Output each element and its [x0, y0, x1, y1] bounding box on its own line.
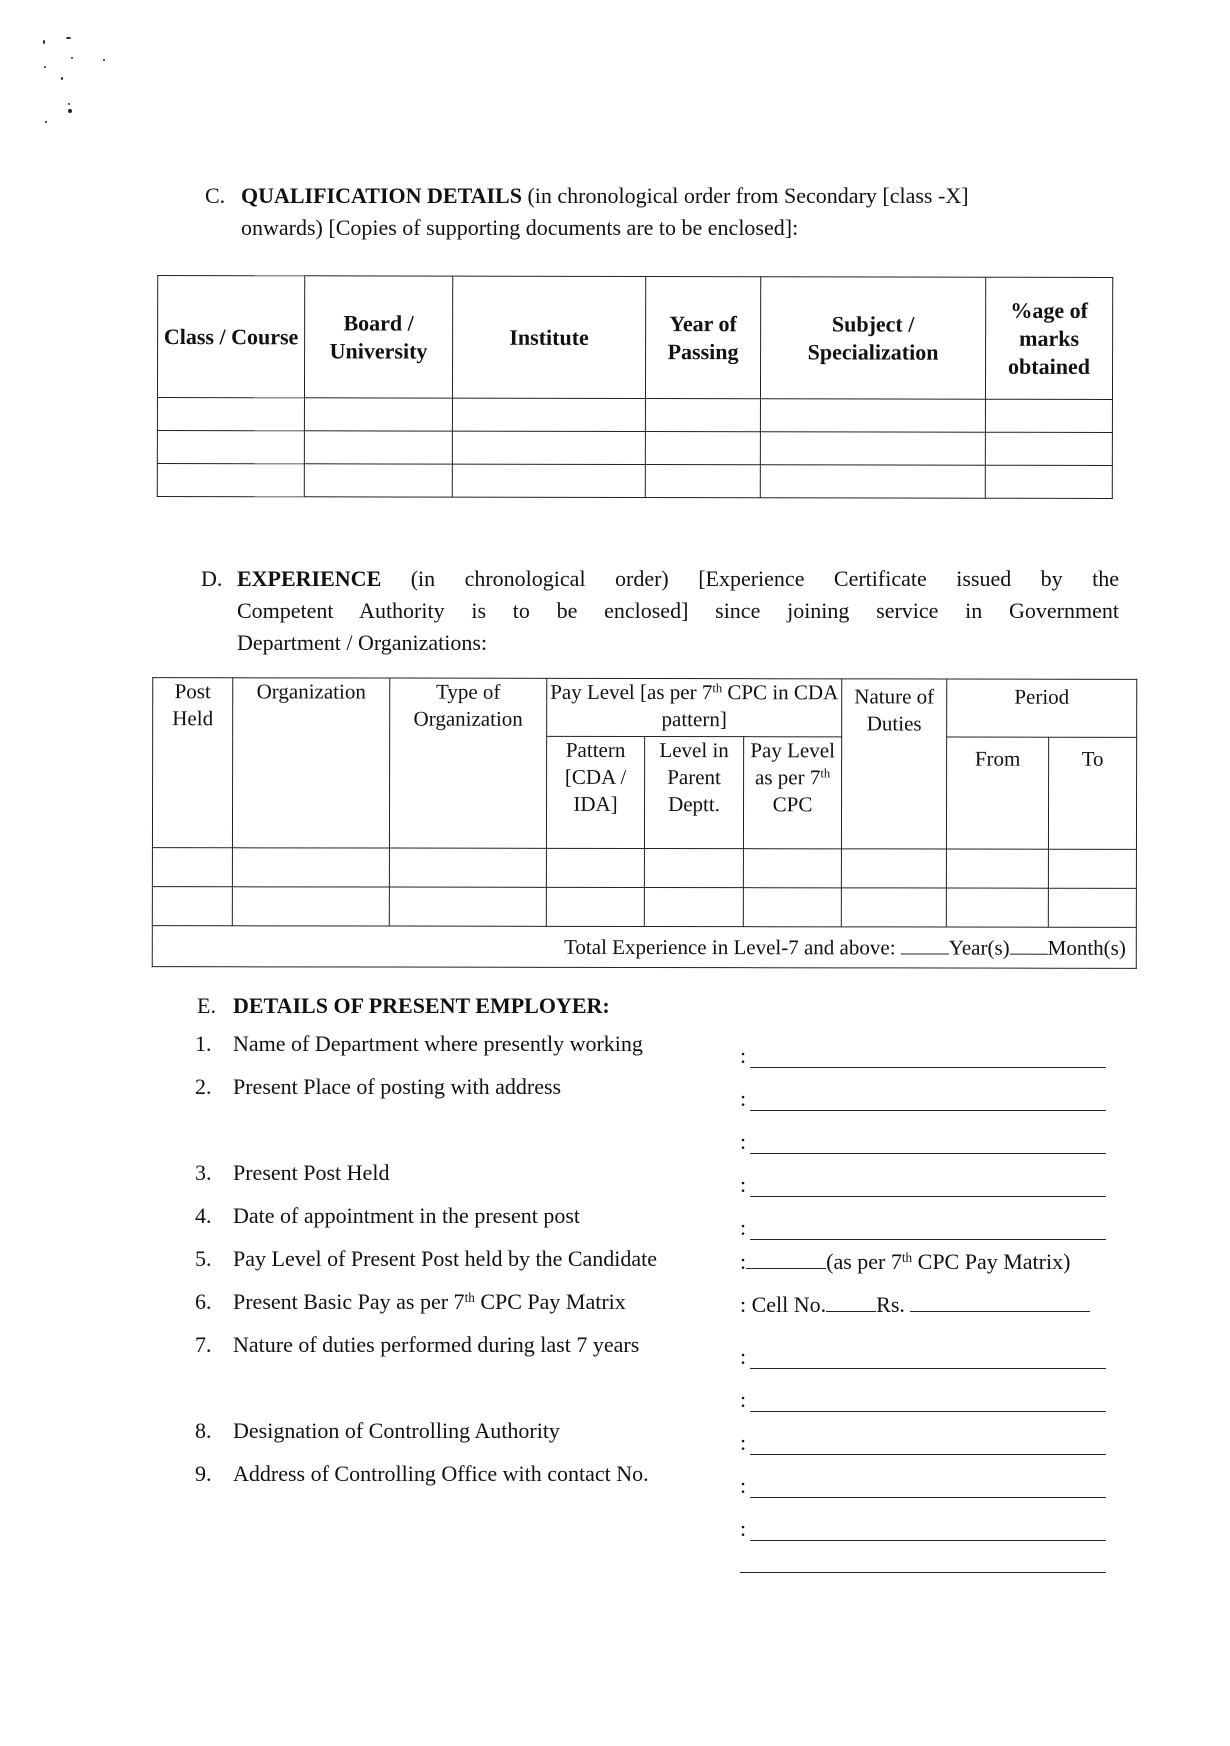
col-group-pay-level: [547, 678, 842, 737]
scan-speck: [103, 59, 105, 61]
total-experience-row: [152, 926, 1136, 969]
colon: :: [740, 1129, 747, 1154]
field-line: [750, 1411, 1106, 1412]
experience-table: [152, 677, 1138, 969]
colon: :: [740, 1387, 747, 1412]
cell-board-university[interactable]: [304, 464, 452, 497]
col-class-course: Class / Course: [157, 276, 304, 398]
item-label-b: CPC Pay Matrix: [474, 1289, 626, 1314]
qualification-header-row: [157, 276, 1112, 400]
item-number: 7.: [195, 1332, 212, 1357]
cell-to[interactable]: [1048, 849, 1136, 888]
cell-marks[interactable]: [985, 399, 1112, 432]
colon: :: [740, 1430, 747, 1455]
present-post-field[interactable]: [740, 1173, 1106, 1197]
scan-speck: [45, 121, 47, 123]
col-period-to: To: [1048, 737, 1136, 849]
cell-board-university[interactable]: [304, 398, 452, 431]
cell-pattern[interactable]: [546, 887, 644, 926]
field-line: [750, 1497, 1106, 1498]
field-line: [750, 1454, 1106, 1455]
pay-level-suffix-b: CPC Pay Matrix): [912, 1249, 1071, 1274]
department-name-field[interactable]: [740, 1044, 1106, 1068]
employer-item-8: [195, 1416, 560, 1446]
table-row: [157, 430, 1112, 465]
item-label: Pay Level of Present Post held by the Candidate: [233, 1246, 658, 1271]
employer-item-3: [195, 1158, 389, 1188]
item-number: 5.: [195, 1246, 212, 1271]
cell-organization[interactable]: [232, 887, 389, 926]
section-d-desc-1: (in chronological order) [Experience Certificate issued by the: [410, 566, 1119, 591]
rs-field[interactable]: [910, 1293, 1090, 1312]
cell-pay-level-7cpc[interactable]: [743, 849, 841, 888]
controlling-office-address-field-1[interactable]: [740, 1474, 1106, 1498]
item-label: Designation of Controlling Authority: [233, 1418, 560, 1443]
cell-subject[interactable]: [760, 432, 985, 465]
col-percentage-marks: %age of marks obtained: [985, 277, 1112, 399]
item-label: Name of Department where presently working: [233, 1031, 643, 1056]
col-nature-of-duties: Nature of Duties: [841, 679, 946, 849]
employer-item-9: [195, 1459, 649, 1489]
cell-nature-of-duties[interactable]: [841, 849, 946, 888]
table-row: [152, 848, 1136, 889]
item-label-sup: th: [464, 1289, 475, 1305]
section-d-heading: [201, 563, 1119, 595]
section-d-title: EXPERIENCE: [237, 566, 382, 591]
field-line: [750, 1196, 1106, 1197]
item-number: 4.: [195, 1203, 212, 1228]
col-level-parent-deptt: Level in Parent Deptt.: [644, 737, 743, 849]
appointment-date-field[interactable]: [740, 1216, 1106, 1240]
pay-level-suffix-sup: th: [901, 1249, 913, 1265]
pay-level-group-text-b: CPC in CDA pattern]: [661, 680, 839, 732]
cell-from[interactable]: [946, 888, 1048, 927]
cell-year-of-passing[interactable]: [645, 465, 760, 498]
col-pattern: Pattern [CDA / IDA]: [546, 736, 644, 848]
col-institute: Institute: [452, 276, 645, 398]
total-years-field[interactable]: [901, 935, 949, 954]
qualification-table: [157, 275, 1113, 499]
cell-type-of-organization[interactable]: [389, 848, 546, 887]
cell-from[interactable]: [946, 849, 1048, 888]
field-line: [750, 1067, 1106, 1068]
pay-level-7cpc-text-b: CPC: [772, 792, 813, 817]
employer-item-7: [195, 1330, 639, 1360]
colon: :: [740, 1043, 747, 1068]
scan-speck: [71, 57, 73, 59]
colon: :: [740, 1249, 747, 1274]
scan-speck: [66, 37, 71, 39]
experience-header-row-1: [153, 678, 1137, 738]
colon: :: [740, 1344, 747, 1369]
months-label: Month(s): [1047, 935, 1126, 960]
item-number: 2.: [195, 1074, 212, 1099]
colon: :: [740, 1473, 747, 1498]
cell-board-university[interactable]: [304, 431, 452, 464]
cell-subject[interactable]: [760, 465, 985, 498]
controlling-authority-field[interactable]: [740, 1431, 1106, 1455]
section-c-letter: C.: [205, 183, 226, 208]
cell-class-course[interactable]: [157, 430, 304, 463]
pay-level-field-group: [740, 1247, 1070, 1277]
scan-speck: [44, 66, 46, 68]
col-board-university: Board / University: [304, 276, 452, 398]
cell-institute[interactable]: [452, 464, 645, 497]
cell-nature-of-duties[interactable]: [841, 888, 946, 927]
cell-pay-level-7cpc[interactable]: [743, 888, 841, 927]
section-c-heading: [205, 180, 969, 212]
section-e-title: DETAILS OF PRESENT EMPLOYER:: [233, 993, 610, 1018]
section-c-desc-2: onwards) [Copies of supporting documents are to be enclosed]:: [241, 215, 799, 240]
total-months-field[interactable]: [1010, 935, 1048, 954]
posting-address-field-1[interactable]: [740, 1087, 1106, 1111]
pay-level-field[interactable]: [746, 1250, 826, 1269]
item-number: 6.: [195, 1289, 212, 1314]
section-d-desc-3: Department / Organizations:: [237, 630, 488, 655]
field-line: [750, 1239, 1106, 1240]
item-label: Date of appointment in the present post: [233, 1203, 581, 1228]
colon: :: [740, 1215, 747, 1240]
basic-pay-field-group: [740, 1290, 1090, 1320]
employer-item-1: [195, 1029, 643, 1059]
cell-post-held[interactable]: [152, 887, 232, 926]
pay-level-suffix-a: (as per 7: [826, 1249, 902, 1274]
item-label: Present Post Held: [233, 1160, 390, 1185]
cell-year-of-passing[interactable]: [645, 399, 760, 432]
col-period-from: From: [946, 737, 1048, 849]
col-type-of-organization: Type of Organization: [389, 678, 546, 848]
col-subject-specialization: Subject / Specialization: [760, 277, 985, 399]
item-label-a: Present Basic Pay as per 7: [233, 1289, 465, 1314]
colon: :: [740, 1172, 747, 1197]
cell-no-field[interactable]: [826, 1293, 876, 1312]
cell-class-course[interactable]: [157, 463, 304, 496]
employer-item-5: [195, 1244, 657, 1274]
colon: :: [740, 1516, 747, 1541]
field-line: [750, 1110, 1106, 1111]
item-label: Present Place of posting with address: [233, 1074, 562, 1099]
item-number: 1.: [195, 1031, 212, 1056]
cell-institute[interactable]: [452, 431, 645, 464]
rs-label: Rs.: [876, 1292, 911, 1317]
cell-institute[interactable]: [452, 398, 645, 431]
posting-address-field-2[interactable]: [740, 1130, 1106, 1154]
scan-speck: [43, 40, 45, 44]
col-group-period: Period: [947, 679, 1137, 737]
item-number: 3.: [195, 1160, 212, 1185]
employer-item-2: [195, 1072, 561, 1102]
item-number: 9.: [195, 1461, 212, 1486]
scan-speck: [61, 77, 63, 80]
col-organization: Organization: [232, 678, 389, 848]
pay-level-group-text-a: Pay Level [as per 7: [550, 679, 713, 705]
pay-level-7cpc-text-a: Pay Level as per 7: [750, 738, 835, 790]
pay-level-7cpc-sup: th: [820, 766, 831, 781]
cell-level-parent[interactable]: [644, 848, 743, 887]
field-line: [750, 1540, 1106, 1541]
scan-speck: [68, 103, 70, 105]
col-post-held: Post Held: [152, 678, 232, 848]
years-label: Year(s): [948, 935, 1010, 960]
scan-speck: [68, 109, 72, 113]
nature-of-duties-field-1[interactable]: [740, 1345, 1106, 1369]
employer-item-6: [195, 1287, 626, 1317]
cell-organization[interactable]: [232, 848, 389, 887]
controlling-office-address-field-2[interactable]: [740, 1517, 1106, 1541]
cell-marks[interactable]: [985, 432, 1112, 465]
cell-to[interactable]: [1048, 888, 1136, 927]
pay-level-group-sup: th: [712, 681, 723, 696]
cell-subject[interactable]: [760, 399, 985, 432]
section-c-title: QUALIFICATION DETAILS: [241, 183, 522, 208]
cell-year-of-passing[interactable]: [645, 432, 760, 465]
table-row: [157, 397, 1112, 432]
section-d-desc-2: Competent Authority is to be enclosed] since joining service in Government: [237, 598, 1119, 623]
section-e-heading: [197, 990, 610, 1022]
field-line: [740, 1572, 1106, 1573]
section-d-letter: D.: [201, 566, 223, 591]
col-year-of-passing: Year of Passing: [645, 277, 760, 399]
cell-no-label: : Cell No.: [740, 1292, 827, 1317]
nature-of-duties-field-2[interactable]: [740, 1388, 1106, 1412]
cell-class-course[interactable]: [157, 397, 304, 430]
employer-item-4: [195, 1201, 580, 1231]
item-label: Address of Controlling Office with contact No.: [233, 1461, 649, 1486]
colon: :: [740, 1086, 747, 1111]
col-pay-level-7cpc: [743, 737, 841, 849]
cell-level-parent[interactable]: [644, 887, 743, 926]
cell-pattern[interactable]: [546, 848, 644, 887]
item-label: Nature of duties performed during last 7 years: [233, 1332, 640, 1357]
table-row: [157, 463, 1112, 498]
item-number: 8.: [195, 1418, 212, 1443]
section-c-desc-1: (in chronological order from Secondary [class -X]: [521, 183, 969, 208]
cell-type-of-organization[interactable]: [389, 887, 546, 926]
field-line: [750, 1368, 1106, 1369]
controlling-office-address-field-3[interactable]: [740, 1549, 1106, 1573]
section-e-letter: E.: [197, 993, 216, 1018]
cell-post-held[interactable]: [152, 848, 232, 887]
cell-marks[interactable]: [985, 465, 1112, 498]
total-experience-label: Total Experience in Level-7 and above:: [564, 934, 901, 959]
table-row: [152, 887, 1136, 928]
field-line: [750, 1153, 1106, 1154]
